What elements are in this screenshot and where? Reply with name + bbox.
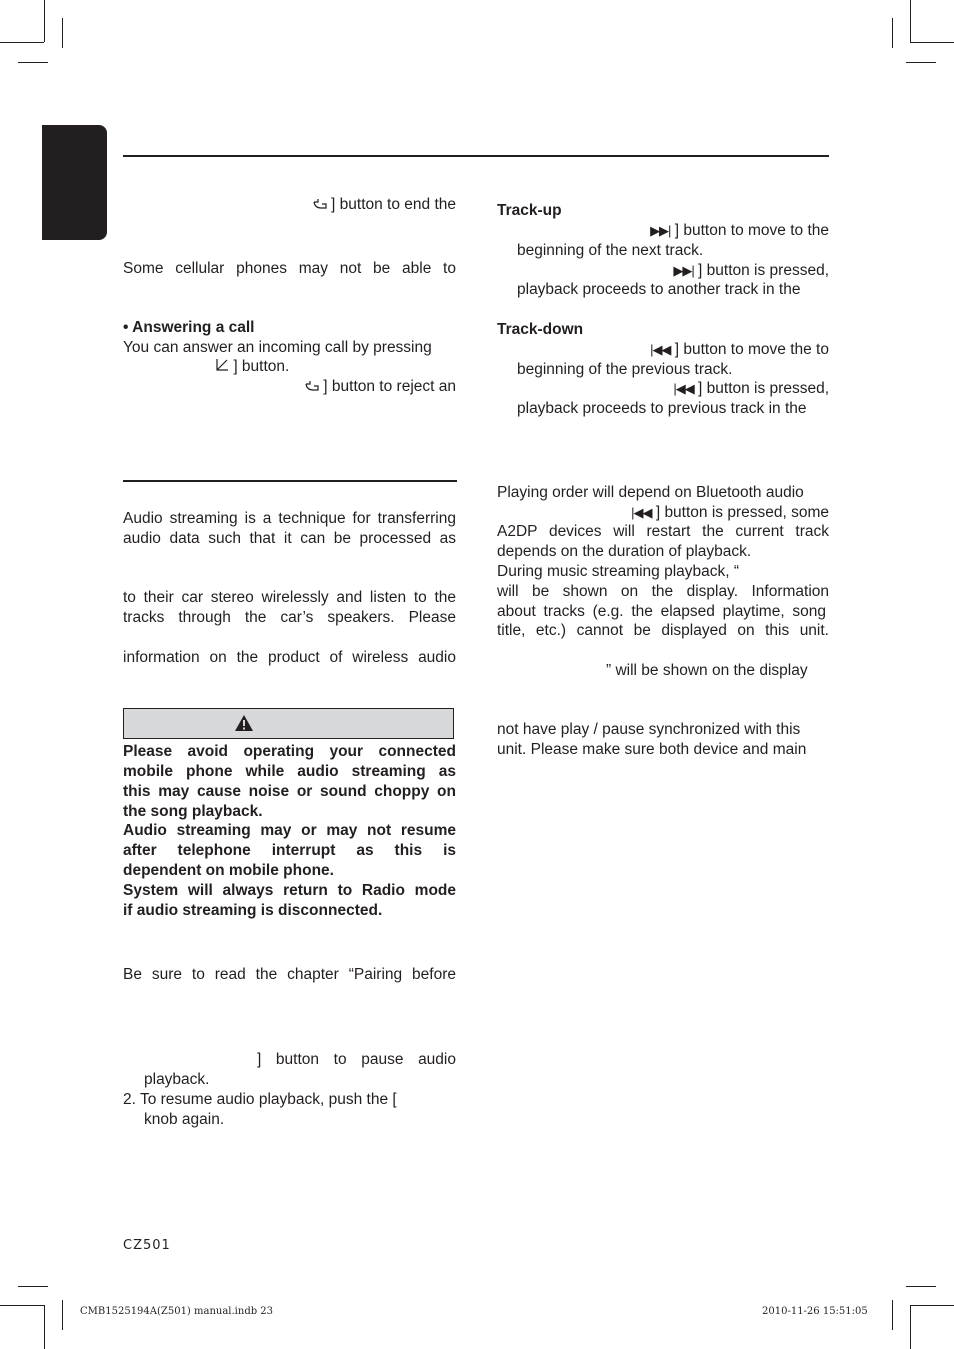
crop-mark [892, 1300, 893, 1330]
reject-label: ] button to reject an [323, 378, 456, 395]
warning-line: Please avoid operating your connected [123, 743, 456, 760]
crop-mark [0, 42, 44, 43]
warning-line: if audio streaming is disconnected. [123, 902, 383, 919]
crop-mark [906, 1286, 936, 1287]
order-text-5: During music streaming playback, “ [497, 563, 740, 580]
track-down-text-4: playback proceeds to previous track in the [517, 400, 807, 417]
track-down-label-3: ] button is pressed, [698, 380, 829, 397]
warning-line: Audio streaming may or may not resume [123, 822, 456, 839]
model-label: CZ501 [123, 1238, 171, 1253]
order-text-1: Playing order will depend on Bluetooth audio [497, 484, 804, 501]
prev-track-icon: |◀◀ [631, 505, 652, 520]
pause-text-1: ] button to pause audio [257, 1051, 456, 1068]
header-rule [123, 155, 829, 157]
track-down-text-2: beginning of the previous track. [517, 361, 733, 378]
file-info: CMB1525194A(Z501) manual.indb 23 [80, 1306, 274, 1317]
order-text-9: ” will be shown on the display [606, 662, 808, 679]
order-text-3: A2DP devices will restart the current track [497, 523, 829, 540]
next-track-icon: ▶▶| [673, 263, 694, 278]
track-down-text-1 [517, 340, 829, 360]
crop-mark [0, 1305, 44, 1306]
crop-mark [18, 1286, 48, 1287]
prev-track-icon: |◀◀ [673, 381, 694, 396]
track-up-text-3 [517, 261, 829, 281]
print-date: 2010-11-26 15:51:05 [762, 1306, 868, 1317]
crop-mark [910, 0, 911, 42]
order-label-2: ] button is pressed, some [655, 504, 829, 521]
crop-mark [62, 1300, 63, 1330]
warning-icon [235, 715, 253, 731]
crop-mark [910, 1305, 954, 1306]
crop-mark [906, 62, 936, 63]
warning-line: mobile phone while audio streaming as [123, 763, 456, 780]
stream-text-5: information on the product of wireless audio [123, 649, 456, 666]
answer-button-label: ] button. [233, 358, 290, 375]
phone-answer-icon [215, 358, 229, 372]
phone-hangup-icon [305, 380, 319, 392]
cellular-note: Some cellular phones may not be able to [123, 260, 456, 277]
stream-text-2: audio data such that it can be processed as [123, 530, 456, 547]
stream-text-4: tracks through the car’s speakers. Please [123, 609, 456, 626]
order-text-8: title, etc.) cannot be displayed on this unit. [497, 622, 829, 639]
warning-line: dependent on mobile phone. [123, 862, 334, 879]
track-down-heading: Track-down [497, 321, 584, 338]
end-call-text [123, 195, 456, 215]
section-rule [123, 480, 457, 482]
track-down-text-3 [517, 379, 829, 399]
answer-heading: • Answering a call [123, 319, 255, 336]
track-up-text-4: playback proceeds to another track in the [517, 281, 801, 298]
crop-mark [892, 18, 893, 48]
language-tab [42, 125, 107, 240]
next-track-icon: ▶▶| [650, 223, 671, 238]
crop-mark [910, 1305, 911, 1349]
track-up-label-3: ] button is pressed, [698, 262, 829, 279]
crop-mark [44, 1305, 45, 1349]
warning-line: the song playback. [123, 803, 263, 820]
warning-line: System will always return to Radio mode [123, 882, 456, 899]
sync-text-2: unit. Please make sure both device and main [497, 741, 807, 758]
track-up-text-2: beginning of the next track. [517, 242, 704, 259]
track-down-label-1: ] button to move the to [674, 341, 829, 358]
answer-text-3 [123, 377, 456, 397]
stream-text-1: Audio streaming is a technique for transferring [123, 510, 456, 527]
warning-box [123, 708, 454, 739]
pairing-note: Be sure to read the chapter “Pairing before [123, 966, 456, 983]
resume-text-2: knob again. [144, 1111, 225, 1128]
answer-text-2 [215, 357, 289, 377]
crop-mark [910, 42, 954, 43]
track-up-text-1 [517, 221, 829, 241]
warning-line: after telephone interrupt as this is [123, 842, 456, 859]
sync-text-1: not have play / pause synchronized with this [497, 721, 801, 738]
crop-mark [18, 62, 48, 63]
stream-text-3: to their car stereo wirelessly and listen to the [123, 589, 456, 606]
crop-mark [62, 18, 63, 48]
warning-line: this may cause noise or sound choppy on [123, 783, 456, 800]
end-call-label: ] button to end the [331, 196, 456, 213]
pause-text-2: playback. [144, 1071, 210, 1088]
answer-text-1: You can answer an incoming call by pressing [123, 339, 432, 356]
order-text-6: will be shown on the display. Information [497, 583, 829, 600]
track-up-heading: Track-up [497, 202, 562, 219]
order-text-4: depends on the duration of playback. [497, 543, 752, 560]
crop-mark [44, 0, 45, 42]
track-up-label-1: ] button to move to the [674, 222, 829, 239]
resume-text-1: 2. To resume audio playback, push the [ [123, 1091, 397, 1108]
prev-track-icon: |◀◀ [650, 342, 671, 357]
order-text-2 [497, 503, 829, 523]
phone-hangup-icon [313, 198, 327, 210]
order-text-7: about tracks (e.g. the elapsed playtime, song [497, 603, 826, 620]
